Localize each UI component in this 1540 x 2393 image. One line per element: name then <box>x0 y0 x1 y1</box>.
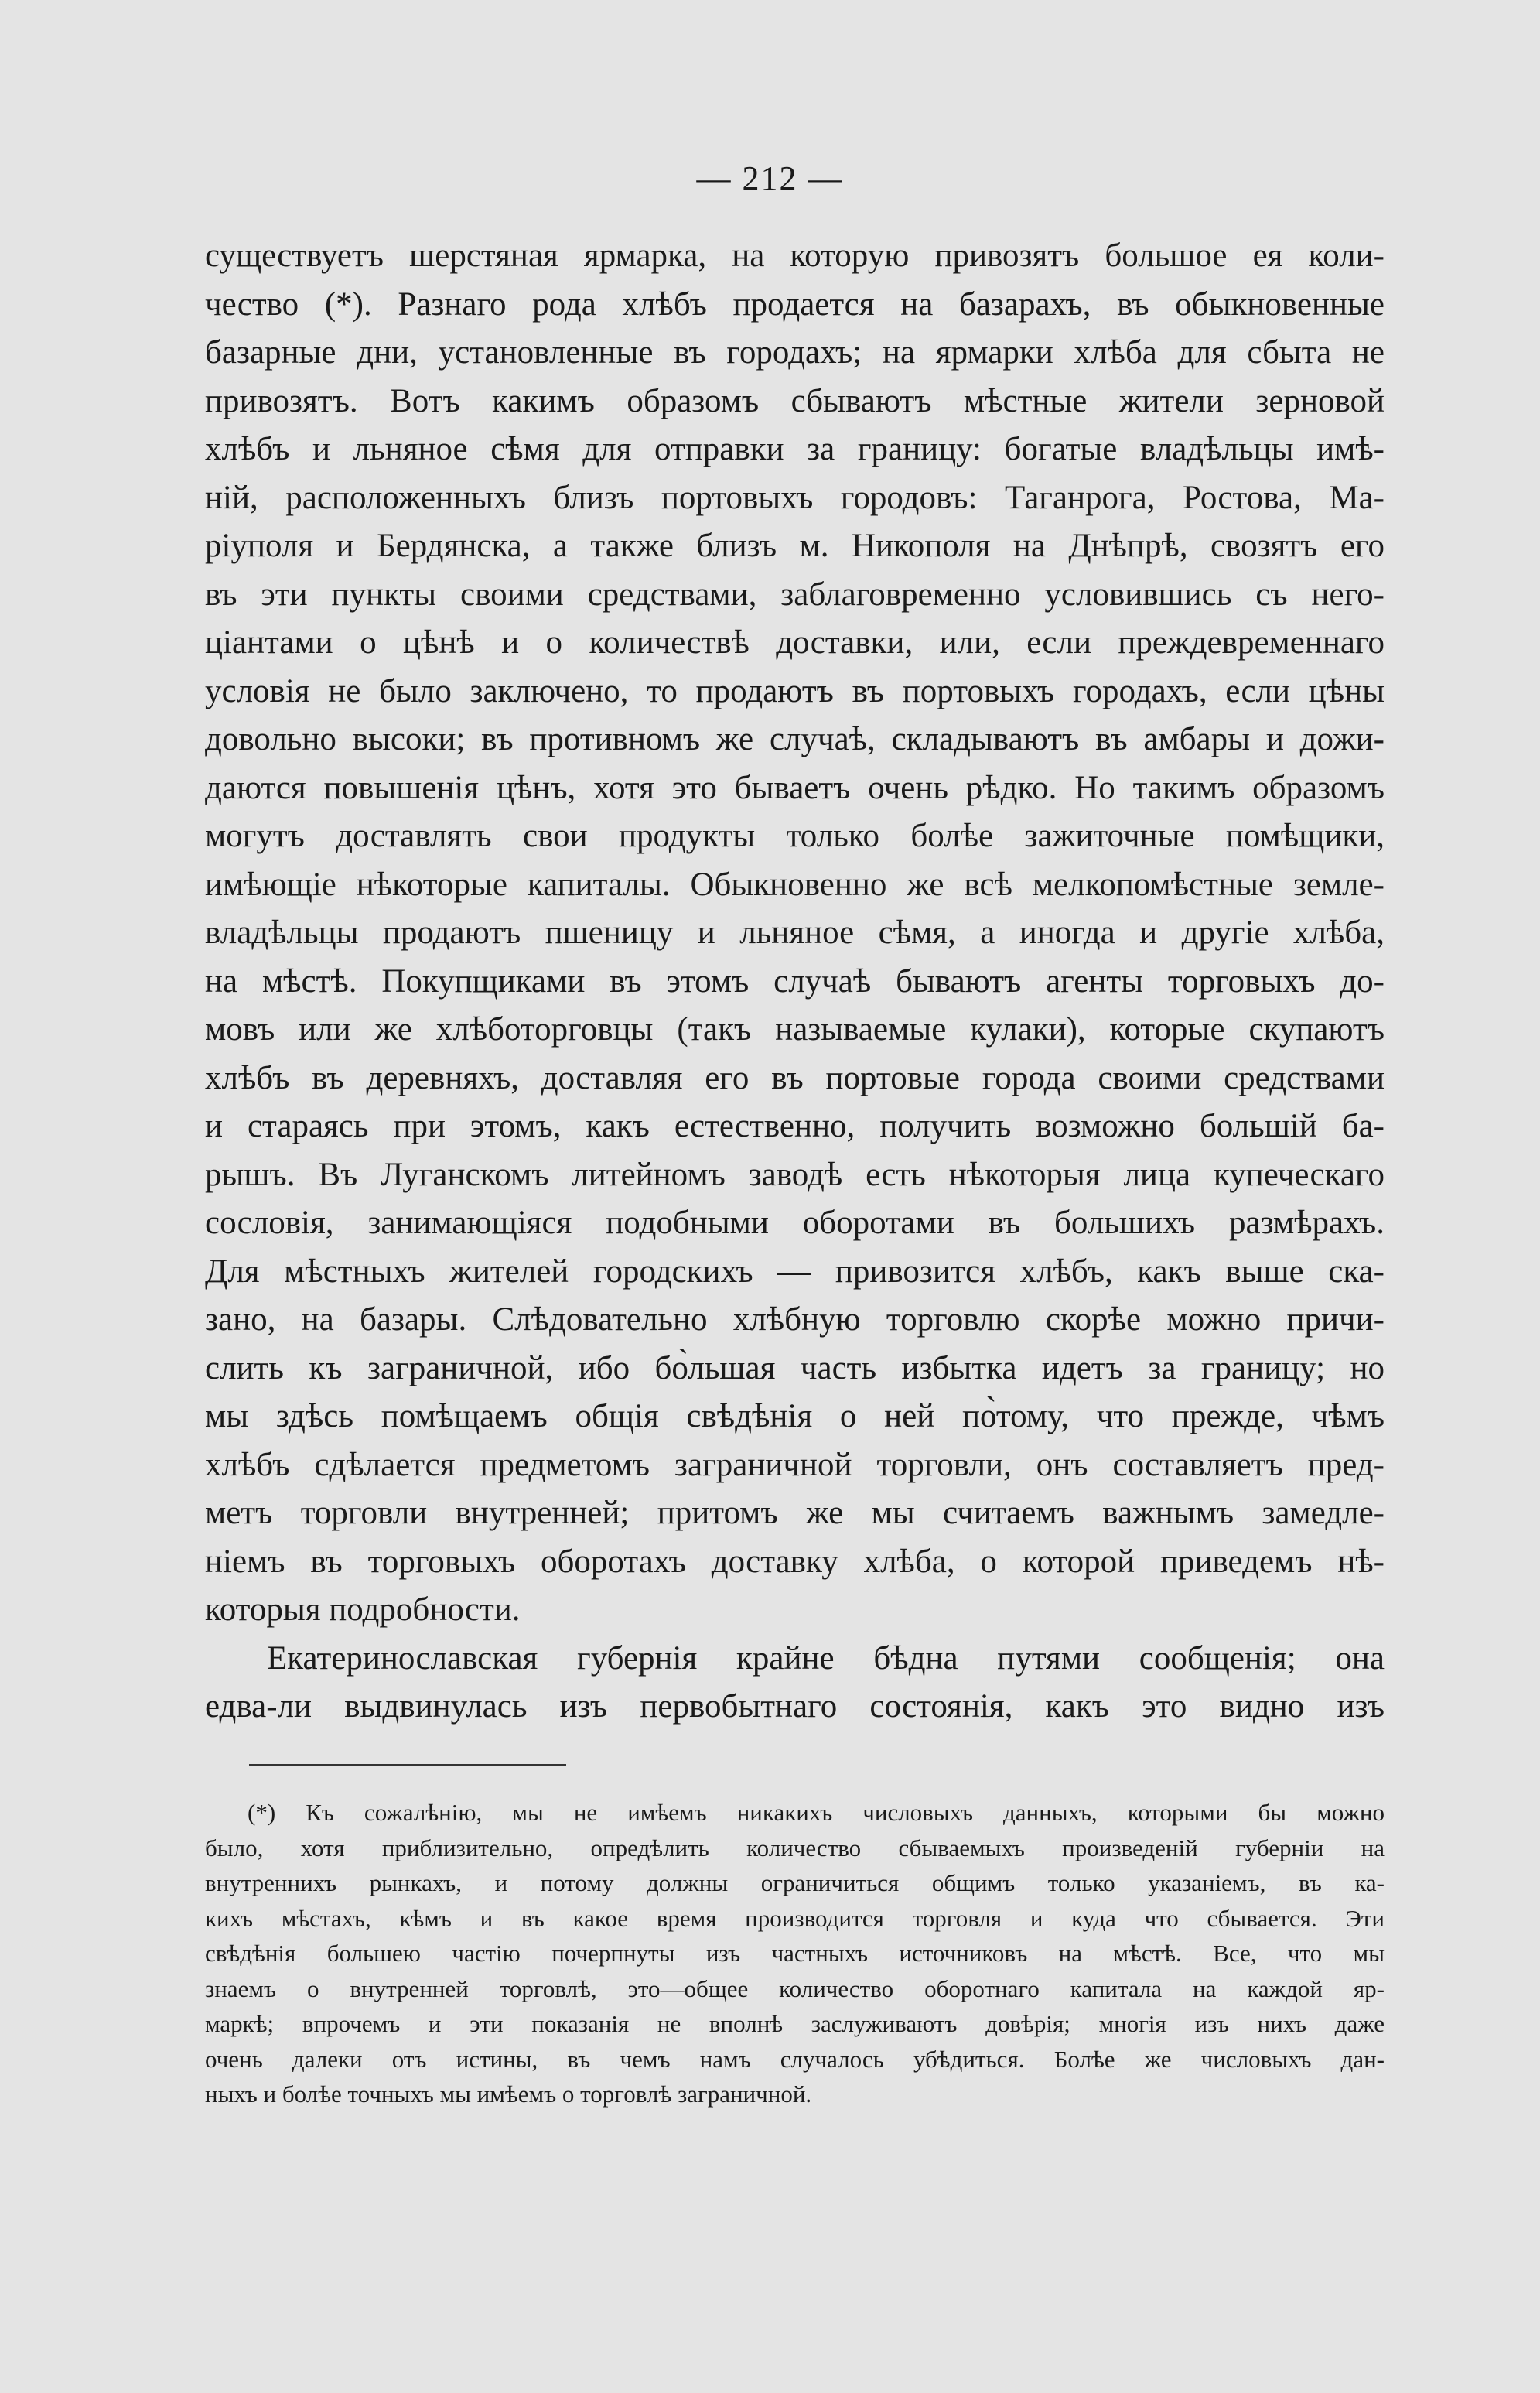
page-number: — 212 — <box>696 159 844 197</box>
main-text <box>205 232 1385 1732</box>
text-line: зано, на базары. Слѣдовательно хлѣбную торговлю скорѣе можно причи- <box>205 1301 1385 1338</box>
text-line: на мѣстѣ. Покупщиками въ этомъ случаѣ бываютъ агенты торговыхъ до- <box>205 962 1385 1000</box>
footnote-line: знаемъ о внутренней торговлѣ, это—общее количество оборотнаго капитала на каждой яр- <box>205 1974 1385 2002</box>
text-line: ніемъ въ торговыхъ оборотахъ доставку хлѣба, о которой приведемъ нѣ- <box>205 1543 1385 1580</box>
text-line: существуетъ шерстяная ярмарка, на которую привозятъ большое ея коли- <box>205 238 1385 274</box>
text-line: мы здѣсь помѣщаемъ общія свѣдѣнія о ней по̀тому, что прежде, чѣмъ <box>205 1398 1385 1434</box>
footnote-line: очень далеки отъ истины, въ чемъ намъ случалось убѣдиться. Болѣе же числовыхъ дан- <box>205 2045 1385 2073</box>
text-line: хлѣбъ сдѣлается предметомъ заграничной торговли, онъ составляетъ пред- <box>205 1446 1385 1483</box>
text-line: въ эти пункты своими средствами, заблаговременно условившись съ него- <box>205 576 1385 613</box>
text-line: слить къ заграничной, ибо бо̀льшая часть избытка идетъ за границу; но <box>205 1349 1385 1386</box>
text-line: довольно высоки; въ противномъ же случаѣ, складываютъ въ амбары и дожи- <box>205 721 1385 757</box>
footnote-line: внутреннихъ рынкахъ, и потому должны ограничиться общимъ только указаніемъ, въ ка- <box>205 1869 1385 1896</box>
text-line: чество (*). Разнаго рода хлѣбъ продается на базарахъ, въ обыкновенные <box>205 285 1385 323</box>
text-line: даются повышенія цѣнъ, хотя это бываетъ очень рѣдко. Но такимъ образомъ <box>205 769 1385 806</box>
text-line: условія не было заключено, то продаютъ въ портовыхъ городахъ, если цѣны <box>205 672 1385 709</box>
footnote-line: свѣдѣнія большею частію почерпнуты изъ частныхъ источниковъ на мѣстѣ. Все, что мы <box>205 1940 1385 1967</box>
text-line: имѣющіе нѣкоторые капиталы. Обыкновенно же всѣ мелкопомѣстные земле- <box>205 866 1385 903</box>
text-line: метъ торговли внутренней; притомъ же мы считаемъ важнымъ замедле- <box>205 1495 1385 1531</box>
footnote-line: (*) Къ сожалѣнію, мы не имѣемъ никакихъ числовыхъ данныхъ, которыми бы можно <box>248 1799 1385 1826</box>
text-line: рышъ. Въ Луганскомъ литейномъ заводѣ есть нѣкоторыя лица купеческаго <box>205 1156 1385 1193</box>
text-line: едва-ли выдвинулась изъ первобытнаго состоянія, какъ это видно изъ <box>205 1688 1385 1725</box>
text-line: привозятъ. Вотъ какимъ образомъ сбываютъ мѣстные жители зерновой <box>205 382 1385 419</box>
footnote-line: кихъ мѣстахъ, кѣмъ и въ какое время производится торговля и куда что сбывается. Эти <box>205 1904 1385 1932</box>
text-line: которыя подробности. <box>205 1591 521 1628</box>
text-line: и стараясь при этомъ, какъ естественно, получить возможно большій ба- <box>205 1108 1385 1144</box>
text-line: могутъ доставлять свои продукты только болѣе зажиточные помѣщики, <box>205 818 1385 854</box>
text-line: Для мѣстныхъ жителей городскихъ — привозится хлѣбъ, какъ выше ска- <box>205 1253 1385 1290</box>
footnote-divider <box>249 1764 566 1766</box>
text-line: мовъ или же хлѣботорговцы (такъ называемые кулаки), которые скупаютъ <box>205 1011 1385 1048</box>
text-line: хлѣбъ и льняное сѣмя для отправки за границу: богатые владѣльцы имѣ- <box>205 431 1385 467</box>
footnote-line: маркѣ; впрочемъ и эти показанія не вполнѣ заслуживаютъ довѣрія; многія изъ нихъ даже <box>205 2010 1385 2037</box>
footnote-line: было, хотя приблизительно, опредѣлить количество сбываемыхъ произведеній губерніи на <box>205 1834 1385 1861</box>
text-line: ній, расположенныхъ близъ портовыхъ городовъ: Таганрога, Ростова, Ма- <box>205 479 1385 516</box>
text-line: Екатеринославская губернія крайне бѣдна путями сообщенія; она <box>267 1639 1385 1677</box>
footnote <box>205 1795 1385 2112</box>
footnote-line: ныхъ и болѣе точныхъ мы имѣемъ о торговлѣ заграничной. <box>205 2080 812 2108</box>
text-line: ціантами о цѣнѣ и о количествѣ доставки, или, если преждевременнаго <box>205 624 1385 661</box>
text-line: сословія, занимающіяся подобными оборотами въ большихъ размѣрахъ. <box>205 1205 1385 1241</box>
text-line: базарные дни, установленные въ городахъ; на ярмарки хлѣба для сбыта не <box>205 334 1385 371</box>
text-line: владѣльцы продаютъ пшеницу и льняное сѣмя, а иногда и другіе хлѣба, <box>205 914 1385 951</box>
text-line: ріуполя и Бердянска, а также близъ м. Никополя на Днѣпрѣ, свозятъ его <box>205 528 1385 564</box>
text-line: хлѣбъ въ деревняхъ, доставляя его въ портовые города своими средствами <box>205 1059 1385 1096</box>
